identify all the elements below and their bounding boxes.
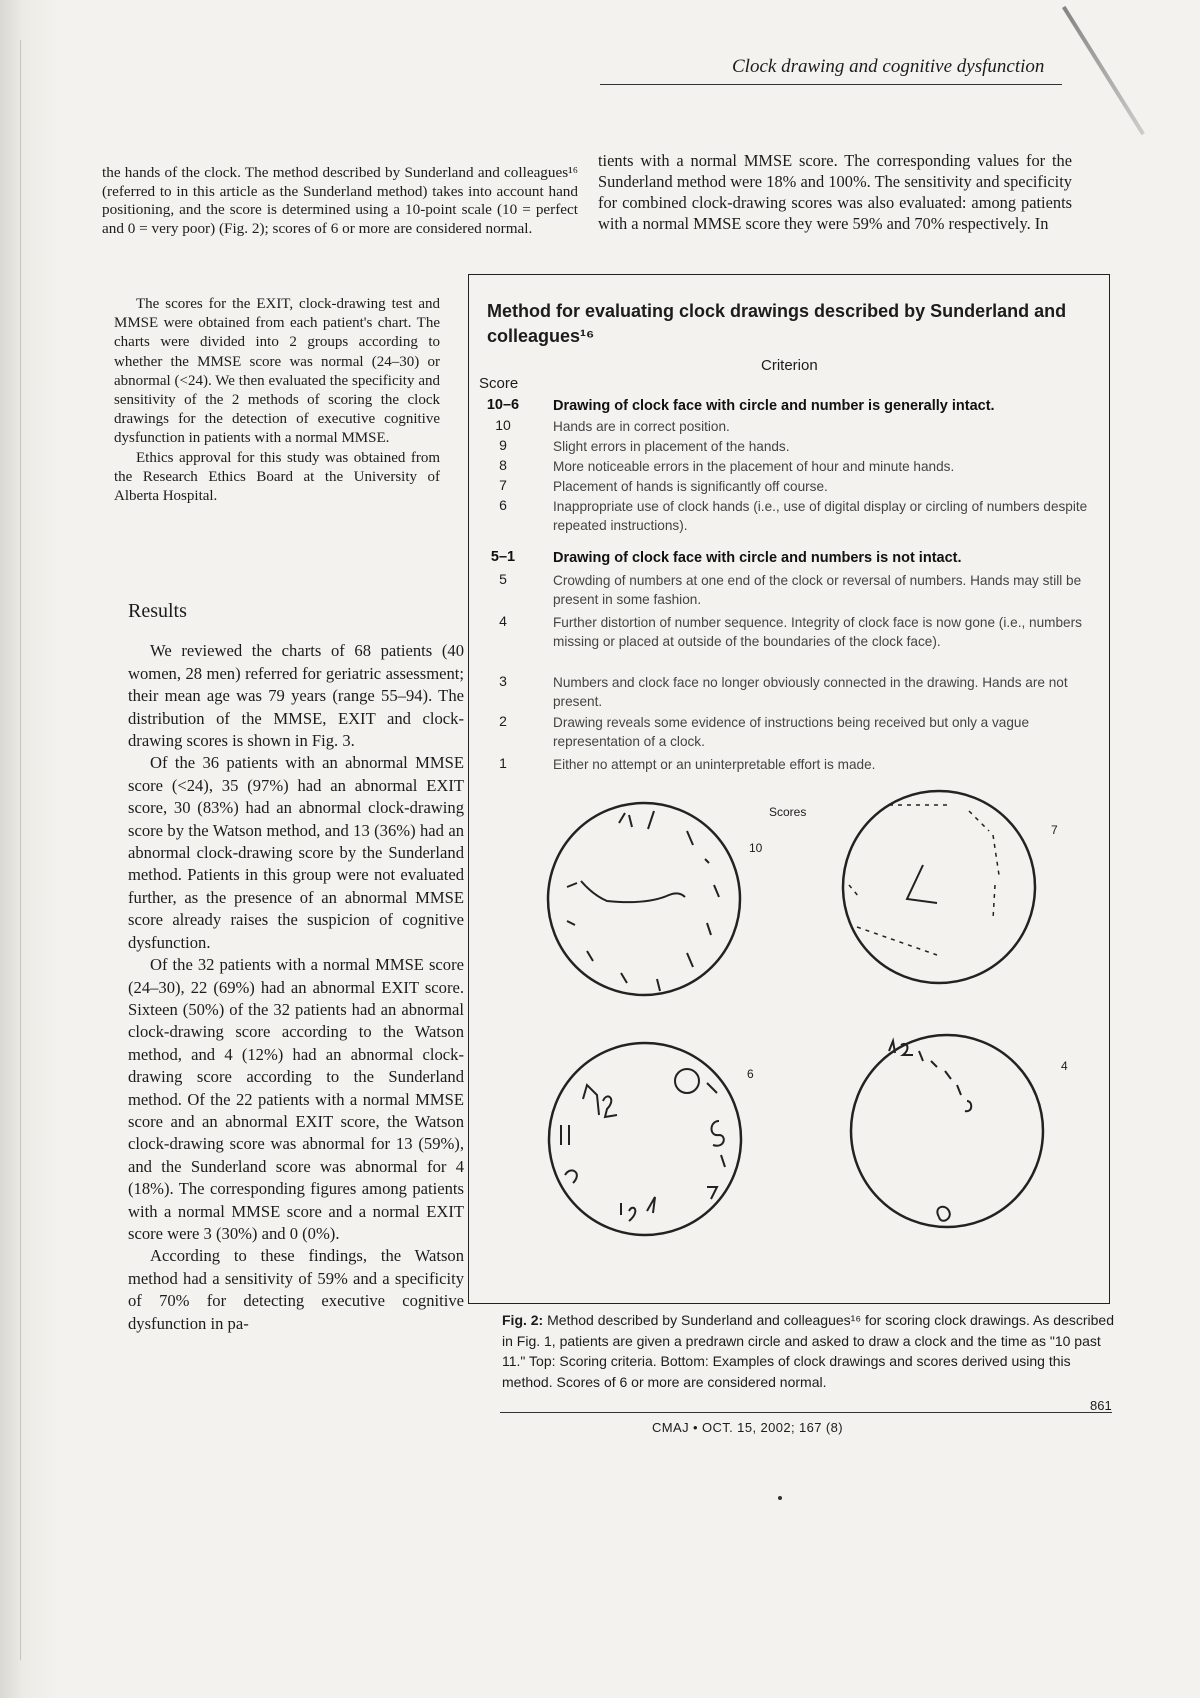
methods-paragraph-2: The scores for the EXIT, clock-drawing test and MMSE were obtained from each patient's chart. The charts were divided into 2 groups according to whether the MMSE score was normal (24–30) or abnormal (<24). We then evaluated the specificity and sensitivity of the 2 methods of scoring the clock drawings for the detection of executive cognitive dysfunction in patients with a normal MMSE. xyxy=(114,296,440,447)
row-text: Drawing of clock face with circle and number is generally intact. xyxy=(553,398,995,414)
row-text: Numbers and clock face no longer obviously connected in the drawing. Hands are not present. xyxy=(553,675,1068,709)
row-text: Crowding of numbers at one end of the clock or reversal of numbers. Hands may still be present in some fashion. xyxy=(553,573,1082,607)
row-text: Either no attempt or an uninterpretable effort is made. xyxy=(553,757,876,772)
clock-score-label: 10 xyxy=(749,841,763,855)
scores-label: Scores xyxy=(769,805,807,819)
results-paragraph-1: We reviewed the charts of 68 patients (40 women, 28 men) referred for geriatric assessment; their mean age was 79 years (range 55–94). The distribution of the MMSE, EXIT and clock-drawing scores is shown in Fig. 3. xyxy=(128,641,464,751)
clock-drawing-score-4 xyxy=(851,1035,1043,1227)
results-paragraph-3: Of the 32 patients with a normal MMSE score (24–30), 22 (69%) had an abnormal EXIT score. Sixteen (50%) of the 32 patients had an abnormal clock-drawing score according to the Watson method, and 4 (12%) had an abnormal clock-drawing score according to the Sunderland method. Of the 22 patients with a normal MMSE score and an abnormal EXIT score, the Watson clock-drawing score was abnormal for 13 (59%), and the Sunderland score was abnormal for 4 (18%). The corresponding figures among patients with a normal MMSE score and a normal EXIT score were 3 (30%) and 0 (0%). xyxy=(128,955,464,1243)
row-score: 10 xyxy=(495,417,511,433)
journal-footer: CMAJ • OCT. 15, 2002; 167 (8) xyxy=(652,1420,844,1435)
figure-caption xyxy=(502,1310,1114,1392)
row-score: 1 xyxy=(499,755,507,771)
criterion-header: Criterion xyxy=(761,357,818,374)
row-score: 8 xyxy=(499,457,507,473)
clock-drawing-score-7 xyxy=(843,791,1035,983)
row-score: 6 xyxy=(499,497,507,513)
row-score: 3 xyxy=(499,673,507,689)
row-score: 4 xyxy=(499,613,507,629)
row-text: Further distortion of number sequence. Integrity of clock face is now gone (i.e., numbers missing or placed at outside of the boundaries of the clock face). xyxy=(553,615,1082,649)
row-score: 9 xyxy=(499,437,507,453)
clock-drawings xyxy=(469,275,1109,1303)
scan-binding-line xyxy=(20,40,21,1660)
score-header: Score xyxy=(479,375,519,392)
row-score: 10–6 xyxy=(486,397,520,413)
scan-corner-streak xyxy=(1062,6,1145,135)
row-text: Drawing reveals some evidence of instructions being received but only a vague representation of a clock. xyxy=(553,715,1030,749)
footer-rule xyxy=(500,1412,1112,1413)
right-top-paragraph: tients with a normal MMSE score. The corresponding values for the Sunderland method were 18% and 100%. The sensitivity and specificity for combined clock-drawing scores was also evaluated: among patients with a normal MMSE score they were 59% and 70% respectively. In xyxy=(598,151,1072,233)
methods-paragraph-3: Ethics approval for this study was obtained from the Research Ethics Board at the University of Alberta Hospital. xyxy=(114,449,440,505)
caption-lead: Fig. 2: xyxy=(502,1312,544,1328)
results-heading: Results xyxy=(128,600,187,622)
header-rule xyxy=(600,84,1062,85)
caption-text: Method described by Sunderland and colleagues¹⁶ for scoring clock drawings. As described in Fig. 1, patients are given a predrawn circle and asked to draw a clock and the time as "10 past 11." Top: Scoring criteria. Bottom: Examples of clock drawings and scores derived using this method. Scores of 6 or more are considered normal. xyxy=(502,1312,1114,1390)
right-column-top xyxy=(598,150,1072,234)
results-paragraph-2: Of the 36 patients with an abnormal MMSE score (<24), 35 (97%) had an abnormal EXIT score, 30 (83%) had an abnormal clock-drawing score by the Watson method, and 13 (36%) had an abnormal clock-drawing score by the Sunderland method. Patients in this group were not evaluated further, as the presence of an abnormal MMSE score already raises the suspicion of cognitive dysfunction. xyxy=(128,753,464,952)
clock-drawing-score-10 xyxy=(548,803,740,995)
left-top-paragraph: the hands of the clock. The method described by Sunderland and colleagues¹⁶ (referred to in this article as the Sunderland method) takes into account hand positioning, and the score is determined using a 10-point scale (10 = perfect and 0 = very poor) (Fig. 2); scores of 6 or more are considered normal. xyxy=(102,164,578,237)
left-column-methods xyxy=(114,295,440,506)
method-box xyxy=(468,274,1110,1304)
clock-score-label: 7 xyxy=(1051,823,1058,837)
scan-edge-shadow xyxy=(0,0,58,1698)
row-text: Drawing of clock face with circle and numbers is not intact. xyxy=(553,550,962,566)
row-score: 5 xyxy=(499,571,507,587)
row-text: More noticeable errors in the placement of hour and minute hands. xyxy=(553,459,955,474)
scan-speck xyxy=(778,1496,782,1500)
clock-score-label: 6 xyxy=(747,1067,754,1081)
row-text: Placement of hands is significantly off course. xyxy=(553,479,828,494)
clock-drawing-score-6 xyxy=(549,1043,741,1235)
results-paragraph-4: According to these findings, the Watson method had a sensitivity of 59% and a specificity of 70% for detecting executive cognitive dysfunction in pa- xyxy=(128,1246,464,1333)
row-score: 5–1 xyxy=(490,549,516,565)
row-score: 2 xyxy=(499,713,507,729)
row-text: Slight errors in placement of the hands. xyxy=(553,439,790,454)
row-score: 7 xyxy=(499,477,507,493)
left-column-results xyxy=(128,600,464,1335)
box-title: Method for evaluating clock drawings described by Sunderland and colleagues¹⁶ xyxy=(487,301,1067,346)
row-text: Inappropriate use of clock hands (i.e., use of digital display or circling of numbers despite repeated instructions). xyxy=(553,499,1088,533)
clock-score-label: 4 xyxy=(1061,1059,1068,1073)
left-column-top xyxy=(102,164,578,238)
row-text: Hands are in correct position. xyxy=(553,419,730,434)
running-head: Clock drawing and cognitive dysfunction xyxy=(732,56,1045,77)
page-number: 861 xyxy=(1090,1398,1112,1413)
